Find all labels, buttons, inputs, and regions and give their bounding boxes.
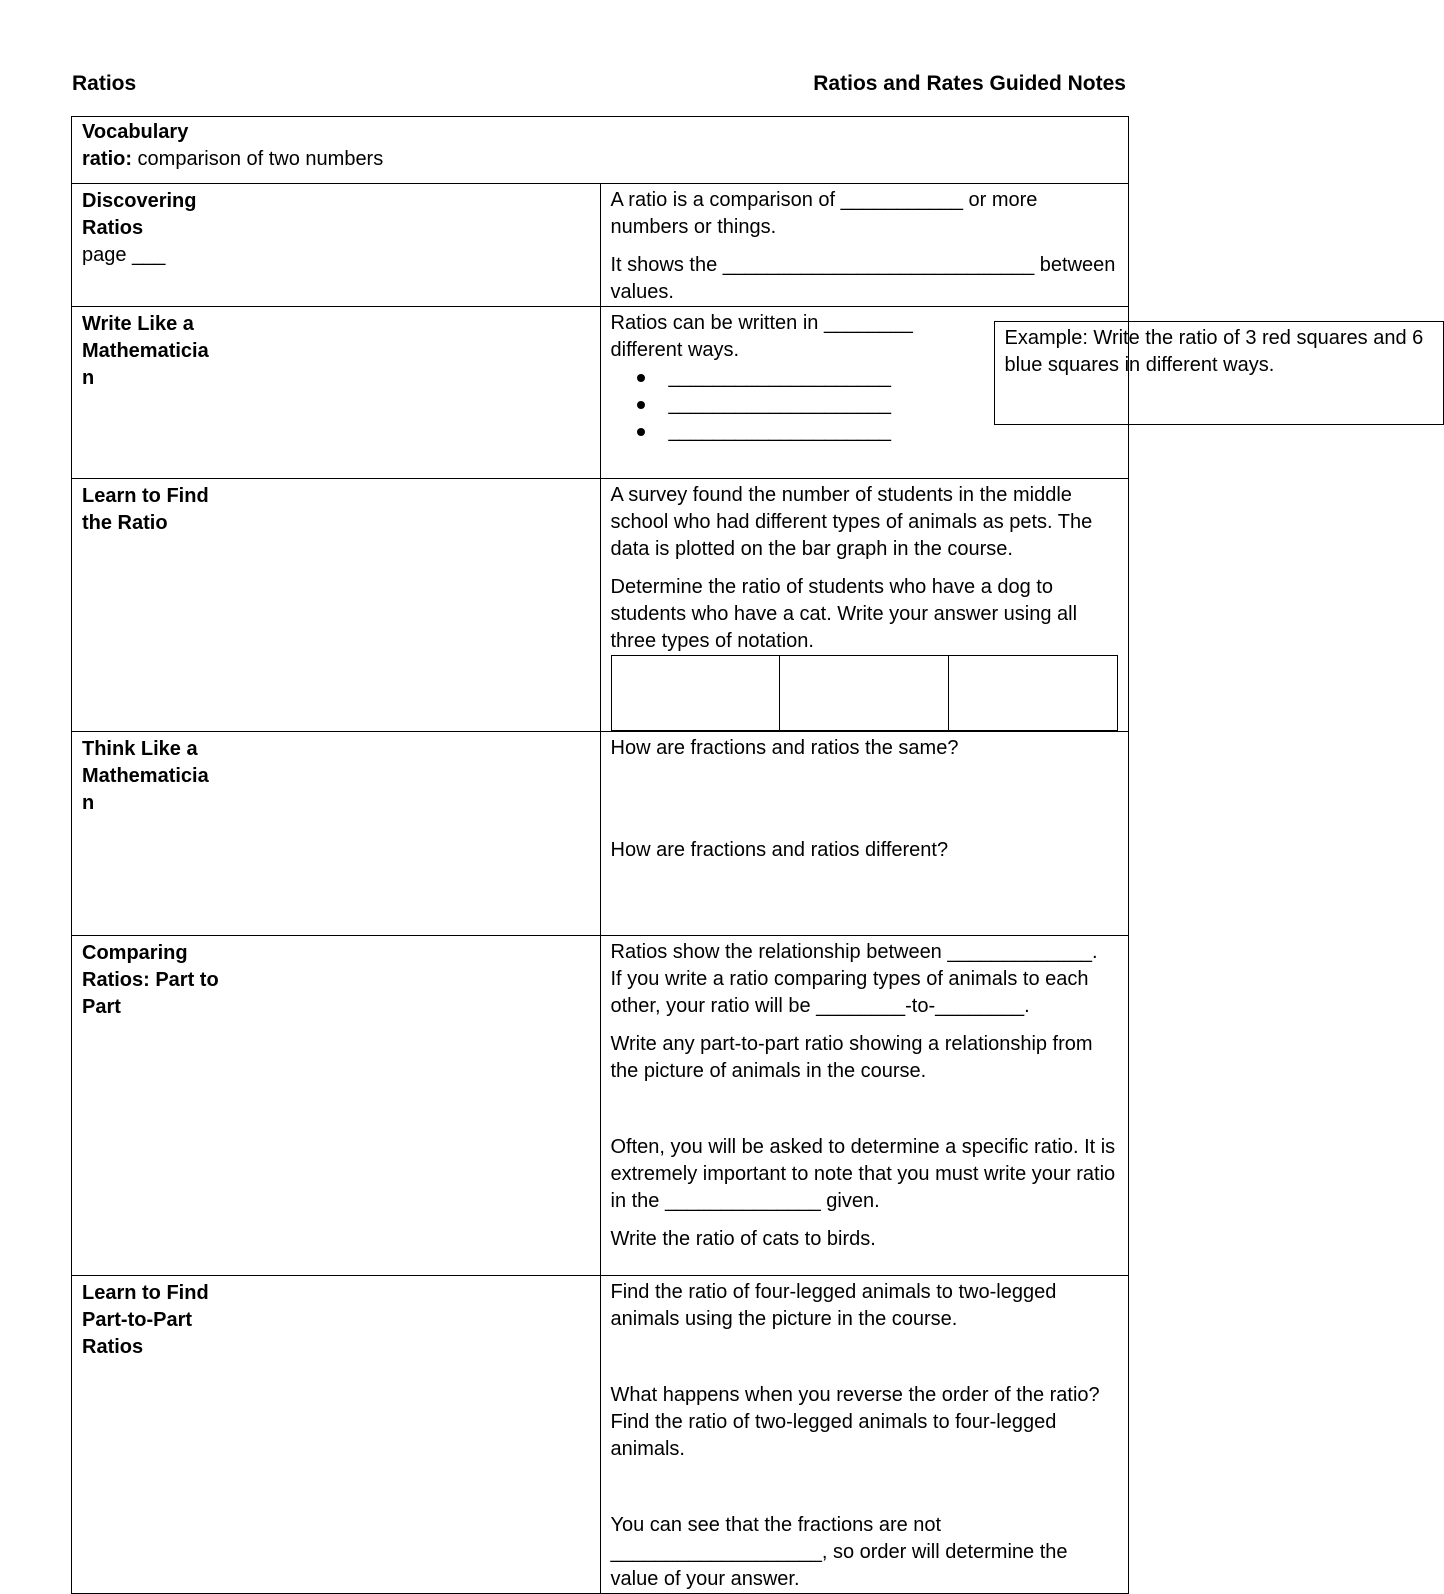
think-like-question2: How are fractions and ratios different? — [610, 839, 949, 861]
comparing-p1-line2: If you write a ratio comparing types of animals to each other, your ratio will be ________-to-________. — [610, 968, 1089, 1017]
vocabulary-definition-text: comparison of two numbers — [132, 148, 384, 170]
discovering-line1: A ratio is a comparison of ___________ or more numbers or things. — [610, 189, 1038, 238]
part-to-part-p1: Find the ratio of four-legged animals to two-legged animals using the picture in the course. — [610, 1281, 1057, 1330]
comparing-content-cell — [600, 936, 1129, 1276]
write-like-text-line2: different ways. — [610, 339, 740, 361]
vocabulary-definition — [82, 146, 1118, 173]
comparing-p4: Write the ratio of cats to birds. — [610, 1228, 876, 1250]
learn-find-label-cell — [72, 479, 601, 732]
part-to-part-content-cell — [600, 1276, 1129, 1594]
header-right-title: Ratios and Rates Guided Notes — [813, 72, 1126, 95]
example-box: Example: Write the ratio of 3 red squares and 6 blue squares in different ways. — [994, 321, 1444, 425]
part-to-part-label-line1: Learn to Find — [82, 1282, 209, 1304]
vocabulary-term: ratio: — [82, 148, 132, 170]
comparing-label-line2: Ratios: Part to — [82, 969, 219, 991]
think-like-content-cell — [600, 732, 1129, 936]
discovering-page-line: page ___ — [82, 244, 166, 266]
notation-answer-boxes — [611, 655, 1119, 731]
think-like-question1: How are fractions and ratios the same? — [610, 737, 959, 759]
learn-find-label-line1: Learn to Find — [82, 485, 209, 507]
think-like-label-line1: Think Like a — [82, 738, 198, 760]
write-like-label-line1: Write Like a — [82, 313, 194, 335]
write-like-label-line3: n — [82, 367, 95, 389]
answer-box-2[interactable] — [780, 656, 949, 730]
part-to-part-p3: You can see that the fractions are not ___________________, so order will determine the value of your answer. — [610, 1514, 1068, 1590]
part-to-part-p2-line1: What happens when you reverse the order of the ratio? — [610, 1384, 1100, 1406]
comparing-p1-line1: Ratios show the relationship between _____________. — [610, 941, 1098, 963]
comparing-label-cell — [72, 936, 601, 1276]
discovering-line2: It shows the ____________________________ between values. — [610, 254, 1116, 303]
bullet-blank-1: ____________________ — [669, 364, 1119, 391]
part-to-part-label-line3: Ratios — [82, 1336, 144, 1358]
learn-find-para2: Determine the ratio of students who have a dog to students who have a cat. Write your answer using all three types of notation. — [610, 576, 1078, 652]
learn-find-label-line2: the Ratio — [82, 512, 168, 534]
learn-find-para1: A survey found the number of students in the middle school who had different types of animals as pets. The data is plotted on the bar graph in the course. — [610, 484, 1093, 560]
comparing-p3: Often, you will be asked to determine a specific ratio. It is extremely important to note that you must write your ratio in the ______________ given. — [610, 1136, 1116, 1212]
comparing-label-line3: Part — [82, 996, 121, 1018]
answer-box-1[interactable] — [612, 656, 781, 730]
think-like-label-cell — [72, 732, 601, 936]
vocabulary-cell — [72, 117, 1129, 184]
think-like-label-line2: Mathematicia — [82, 765, 209, 787]
bullet-blank-3: ____________________ — [669, 418, 1119, 445]
write-like-text-line1: Ratios can be written in ________ — [610, 312, 913, 334]
learn-find-content-cell — [600, 479, 1129, 732]
vocabulary-heading: Vocabulary — [82, 121, 189, 143]
comparing-label-line1: Comparing — [82, 942, 188, 964]
bullet-blank-2: ____________________ — [669, 391, 1119, 418]
part-to-part-label-line2: Part-to-Part — [82, 1309, 193, 1331]
discovering-label-cell — [72, 184, 601, 307]
discovering-label-line1: Discovering — [82, 190, 197, 212]
comparing-p2: Write any part-to-part ratio showing a relationship from the picture of animals in the course. — [610, 1033, 1093, 1082]
answer-box-3[interactable] — [949, 656, 1117, 730]
header-left-title: Ratios — [72, 72, 137, 95]
write-like-label-cell — [72, 307, 601, 479]
part-to-part-p2-line2: Find the ratio of two-legged animals to four-legged animals. — [610, 1411, 1057, 1460]
discovering-label-line2: Ratios — [82, 217, 144, 239]
write-like-content-cell — [600, 307, 1424, 479]
part-to-part-label-cell — [72, 1276, 601, 1594]
write-like-label-line2: Mathematicia — [82, 340, 209, 362]
notes-table — [71, 116, 1424, 1594]
think-like-label-line3: n — [82, 792, 95, 814]
discovering-content-cell — [600, 184, 1129, 307]
